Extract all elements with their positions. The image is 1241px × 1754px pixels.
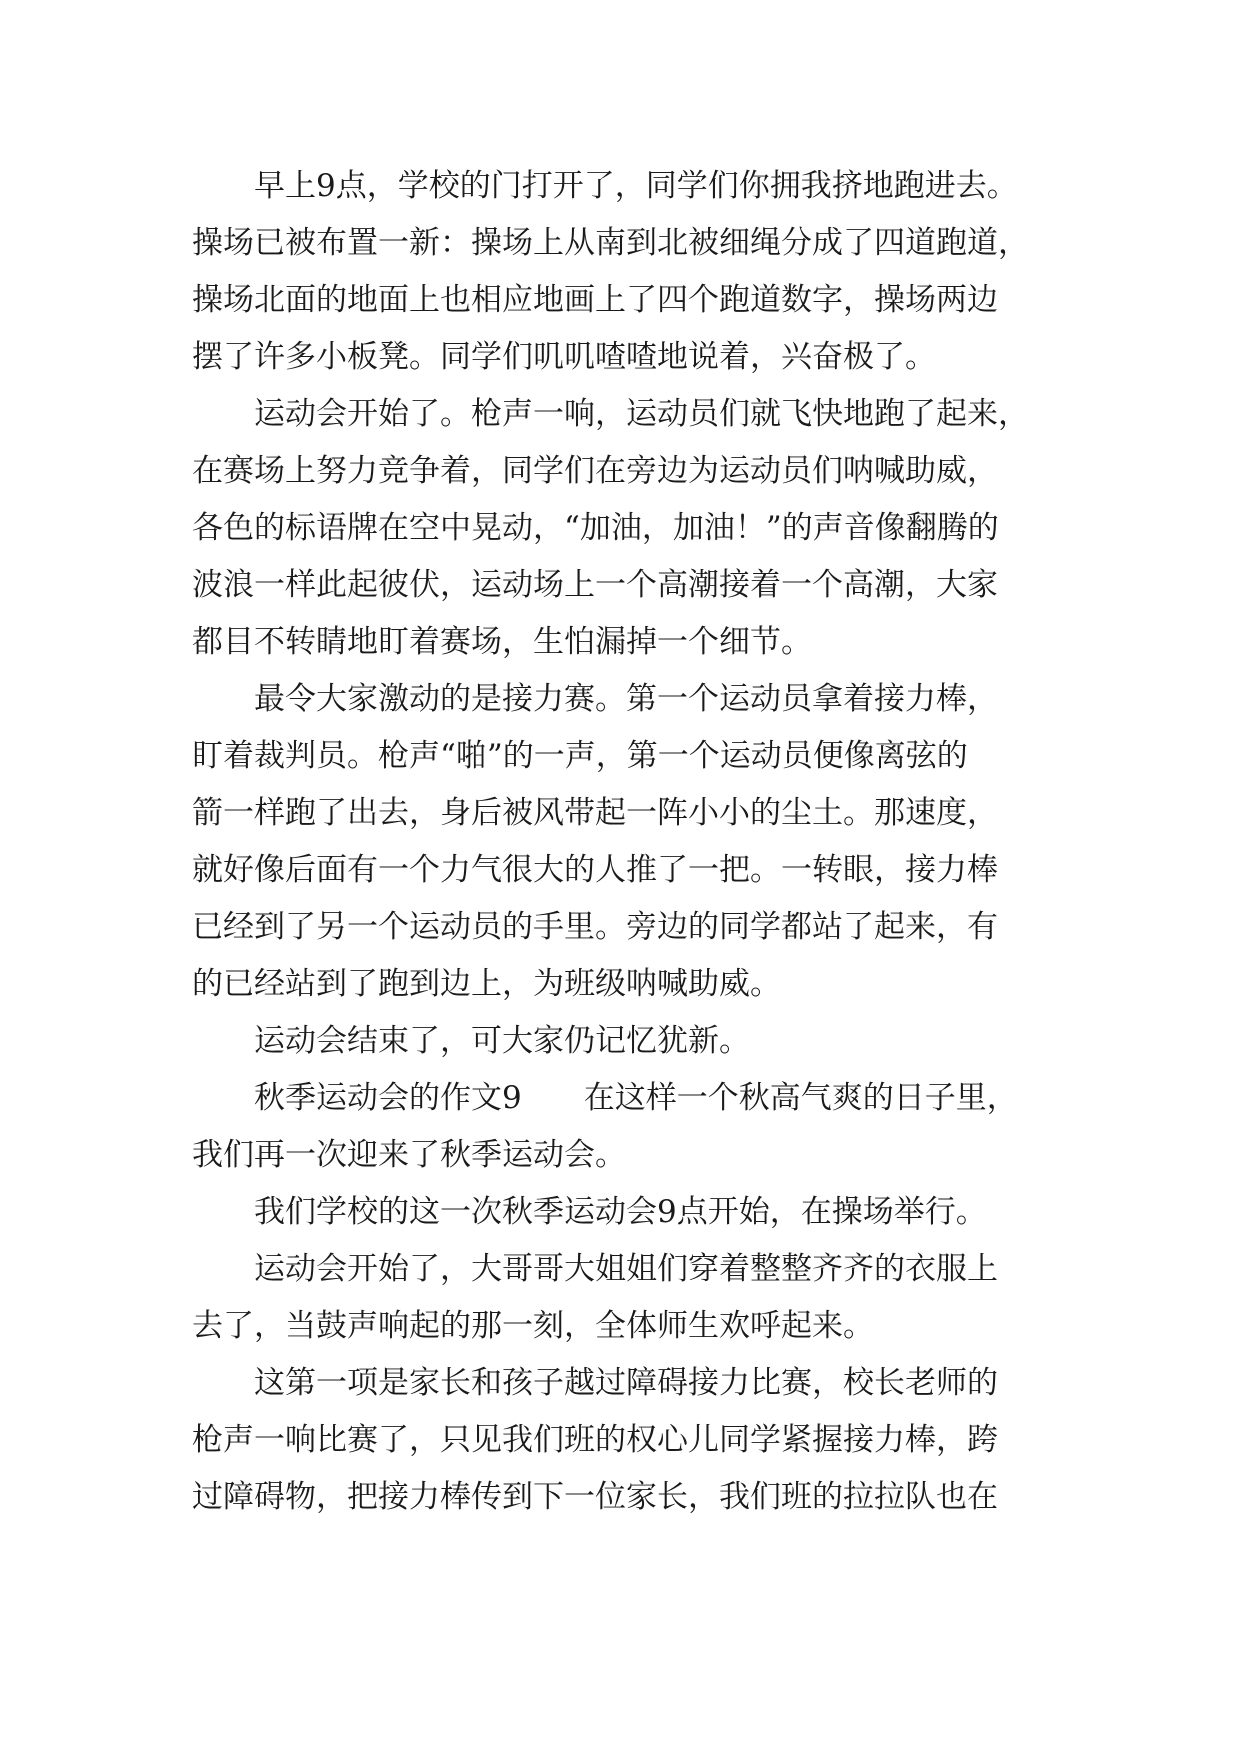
text-line: 运动会开始了。枪声一响，运动员们就飞快地跑了起来，	[254, 396, 1029, 432]
text-line: 摆了许多小板凳。同学们叽叽喳喳地说着，兴奋极了。	[192, 339, 936, 375]
text-line: 波浪一样此起彼伏，运动场上一个高潮接着一个高潮，大家	[192, 567, 998, 603]
text-line: 我们学校的这一次秋季运动会9点开始，在操场举行。	[254, 1194, 987, 1230]
text-line: 最令大家激动的是接力赛。第一个运动员拿着接力棒，	[254, 681, 998, 717]
text-line: 各色的标语牌在空中晃动，“加油，加油！”的声音像翻腾的	[192, 510, 999, 546]
text-line: 运动会开始了，大哥哥大姐姐们穿着整整齐齐的衣服上	[254, 1251, 998, 1287]
text-line: 早上9点，学校的门打开了，同学们你拥我挤地跑进去。	[254, 168, 1018, 204]
text-line: 操场北面的地面上也相应地画上了四个跑道数字，操场两边	[192, 282, 998, 318]
text-line: 操场已被布置一新：操场上从南到北被细绳分成了四道跑道，	[192, 225, 1029, 261]
text-line: 这第一项是家长和孩子越过障碍接力比赛，校长老师的	[254, 1365, 998, 1401]
text-line: 已经到了另一个运动员的手里。旁边的同学都站了起来，有	[192, 909, 998, 945]
document-body	[192, 158, 1092, 1526]
text-line: 我们再一次迎来了秋季运动会。	[192, 1137, 626, 1173]
text-line: 去了，当鼓声响起的那一刻，全体师生欢呼起来。	[192, 1308, 874, 1344]
text-line: 秋季运动会的作文9 在这样一个秋高气爽的日子里，	[254, 1080, 1018, 1116]
text-line: 箭一样跑了出去，身后被风带起一阵小小的尘土。那速度，	[192, 795, 998, 831]
text-line: 盯着裁判员。枪声“啪”的一声，第一个运动员便像离弦的	[192, 738, 968, 774]
text-line: 运动会结束了，可大家仍记忆犹新。	[254, 1023, 750, 1059]
text-line: 都目不转睛地盯着赛场，生怕漏掉一个细节。	[192, 624, 812, 660]
text-line: 过障碍物，把接力棒传到下一位家长，我们班的拉拉队也在	[192, 1479, 998, 1515]
text-line: 枪声一响比赛了，只见我们班的权心儿同学紧握接力棒，跨	[192, 1422, 998, 1458]
text-line: 在赛场上努力竞争着，同学们在旁边为运动员们呐喊助威，	[192, 453, 998, 489]
text-line: 的已经站到了跑到边上，为班级呐喊助威。	[192, 966, 781, 1002]
text-line: 就好像后面有一个力气很大的人推了一把。一转眼，接力棒	[192, 852, 998, 888]
